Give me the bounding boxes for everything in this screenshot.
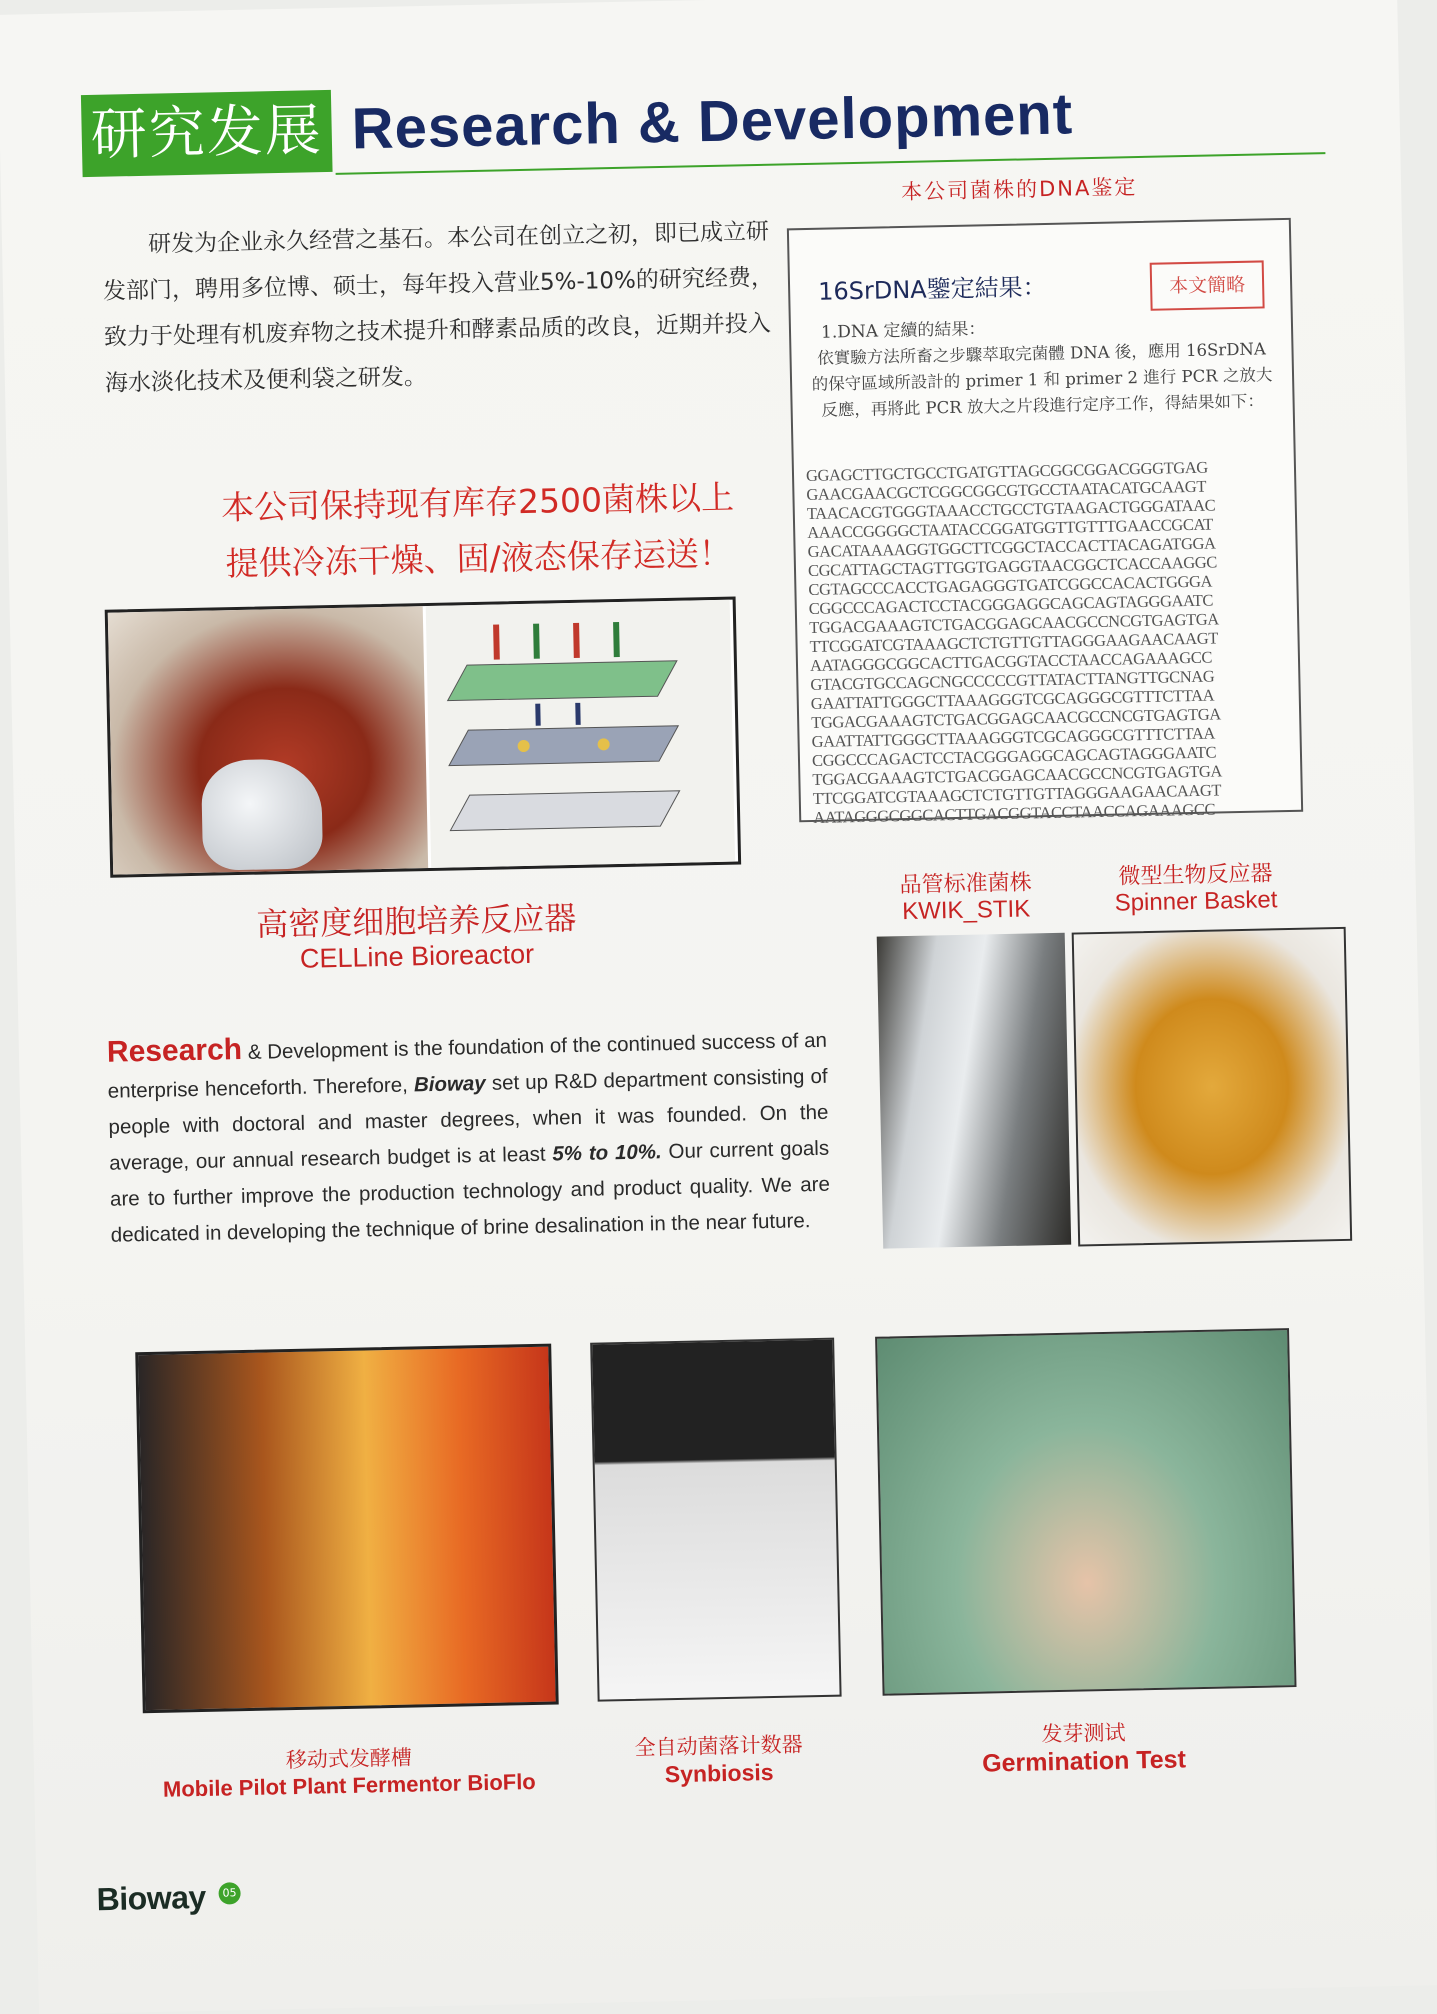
dna-description: 依實驗方法所畜之步驟萃取完菌體 DNA 後，應用 16SrDNA 的保守區域所設計的 primer 1 和 primer 2 進行 PCR 之放大反應，再將此 PCR 放大之片段進行定序工作，得結果如下： — [809, 336, 1275, 424]
kwik-caption-cn: 品管标准菌株 — [875, 865, 1056, 900]
header-title-cn: 研究发展 — [81, 90, 333, 177]
dna-heading: 16SrDNA鑒定結果： — [818, 267, 1047, 307]
bioreactor-diagram-drawing — [426, 600, 735, 868]
germination-caption-en: Germination Test — [964, 1745, 1205, 1779]
page-number: 05 — [218, 1882, 240, 1904]
fermentor-photo — [135, 1344, 558, 1714]
celline-caption-cn: 高密度细胞培养反应器 — [236, 893, 597, 947]
en-text-2: set up R&D department consisting of people with doctoral and master degrees, when it was founded. On the average, our annual research budget is at least — [108, 1065, 828, 1175]
bioway-logo: Bioway — [96, 1879, 206, 1918]
brand-name: Bioway — [414, 1072, 486, 1096]
dna-result-box — [787, 218, 1303, 822]
celline-bioreactor-photo — [105, 597, 741, 878]
fermentor-caption-cn: 移动式发酵槽 — [169, 1739, 530, 1777]
dna-sequence: GGAGCTTGCTGCCTGATGTTAGCGGCGGACGGGTGAG GAACGAACGCTCGGCGGCGTGCCTAATACATGCAAGT TAACACGTGGGTAAACCTGCCTGTAAGACTGGGATAAC AAACCGGGGCTAATACCGGATGGTTGTTTGAACCGCAT GACATAAAAGGTGGCTTCGGCTACCACTTACAGATGGA CGCATTAGCTAGTTGGTGAGGTAACGGCTCACCAAGGC CGTAGCCCACCTGAGAGGGTGATCGGCCACACTGGGA CGGCCCAGACTCCTACGGGAGGCAGCAGTAGGGAATC TGGACGAAAGTCTGACGGAGCAACGCCNCGTGAGTGA TTCGGATCGTAAAGCTCTGTTGTTAGGGAAGAACAAGT AATAGGGCGGCACTTGACGGTACCTAACCAGAAAGCC GTACGTGCCAGCNGCCCCCGTTATACTTANGTTGCNAG GAATTATTGGGCTTAAAGGGTCGCAGGGCGTTTCTTAA TGGACGAAAGTCTGACGGAGCAACGCCNCGTGAGTGA GAATTATTGGGCTTAAAGGGTCGCAGGGCGTTTCTTAA CGGCCCAGACTCCTACGGGAGGCAGCAGTAGGGAATC TGGACGAAAGTCTGACGGAGCAACGCCNCGTGAGTGA TTCGGATCGTAAAGCTCTGTTGTTAGGGAAGAACAAGT AATAGGGCGGCACTTGACGGTACCTAACCAGAAAGCC — [806, 456, 1293, 827]
bioreactor-diagram-image — [426, 600, 735, 868]
spinner-basket-photo — [1072, 927, 1353, 1247]
synbiosis-photo — [590, 1338, 841, 1702]
strain-highlight-line1: 本公司保持现有库存2500菌株以上 — [167, 468, 788, 537]
bioreactor-flask-image — [108, 606, 428, 875]
dna-subheading: 1.DNA 定續的結果： — [821, 314, 986, 342]
en-text-3: Our current goals are to further improve the production technology and product quality. We are dedicated in developing the technique of brine desalination in the near future. — [110, 1137, 830, 1247]
germination-photo — [875, 1328, 1296, 1696]
budget-percent: 5% to 10%. — [552, 1140, 662, 1165]
intro-paragraph-en — [107, 1020, 831, 1254]
germination-caption-cn: 发芽测试 — [983, 1715, 1184, 1749]
gloved-hand-image — [201, 758, 323, 870]
spinner-caption-cn: 微型生物反应器 — [1095, 856, 1296, 891]
spinner-caption-en: Spinner Basket — [1096, 886, 1297, 918]
header-title-en: Research & Development — [351, 80, 1074, 162]
research-lead-word: Research — [107, 1033, 243, 1069]
strain-highlight — [167, 468, 789, 593]
synbiosis-caption-cn: 全自动菌落计数器 — [598, 1728, 839, 1763]
kwik-caption-en: KWIK_STIK — [876, 895, 1057, 927]
en-text-1: & Development is the foundation of the continued success of an enterprise henceforth. Therefore, — [108, 1029, 828, 1103]
kwik-stik-photo — [877, 933, 1071, 1249]
strain-highlight-line2: 提供冷冻干燥、固/液态保存运送！ — [168, 524, 789, 593]
fermentor-caption-en: Mobile Pilot Plant Fermentor BioFlo — [149, 1769, 549, 1803]
intro-paragraph-cn: 研发为企业永久经营之基石。本公司在创立之初，即已成立研发部门，聘用多位博、硕士，每年投入营业5%-10%的研究经费，致力于处理有机废弃物之技术提升和酵素品质的改良，近期并投入海水淡化技术及便利袋之研发。 — [102, 208, 786, 406]
abridged-stamp: 本文簡略 — [1150, 260, 1265, 310]
synbiosis-caption-en: Synbiosis — [599, 1758, 840, 1790]
celline-caption-en: CELLine Bioreactor — [237, 938, 598, 977]
dna-section-title: 本公司菌株的DNA鉴定 — [901, 171, 1138, 206]
